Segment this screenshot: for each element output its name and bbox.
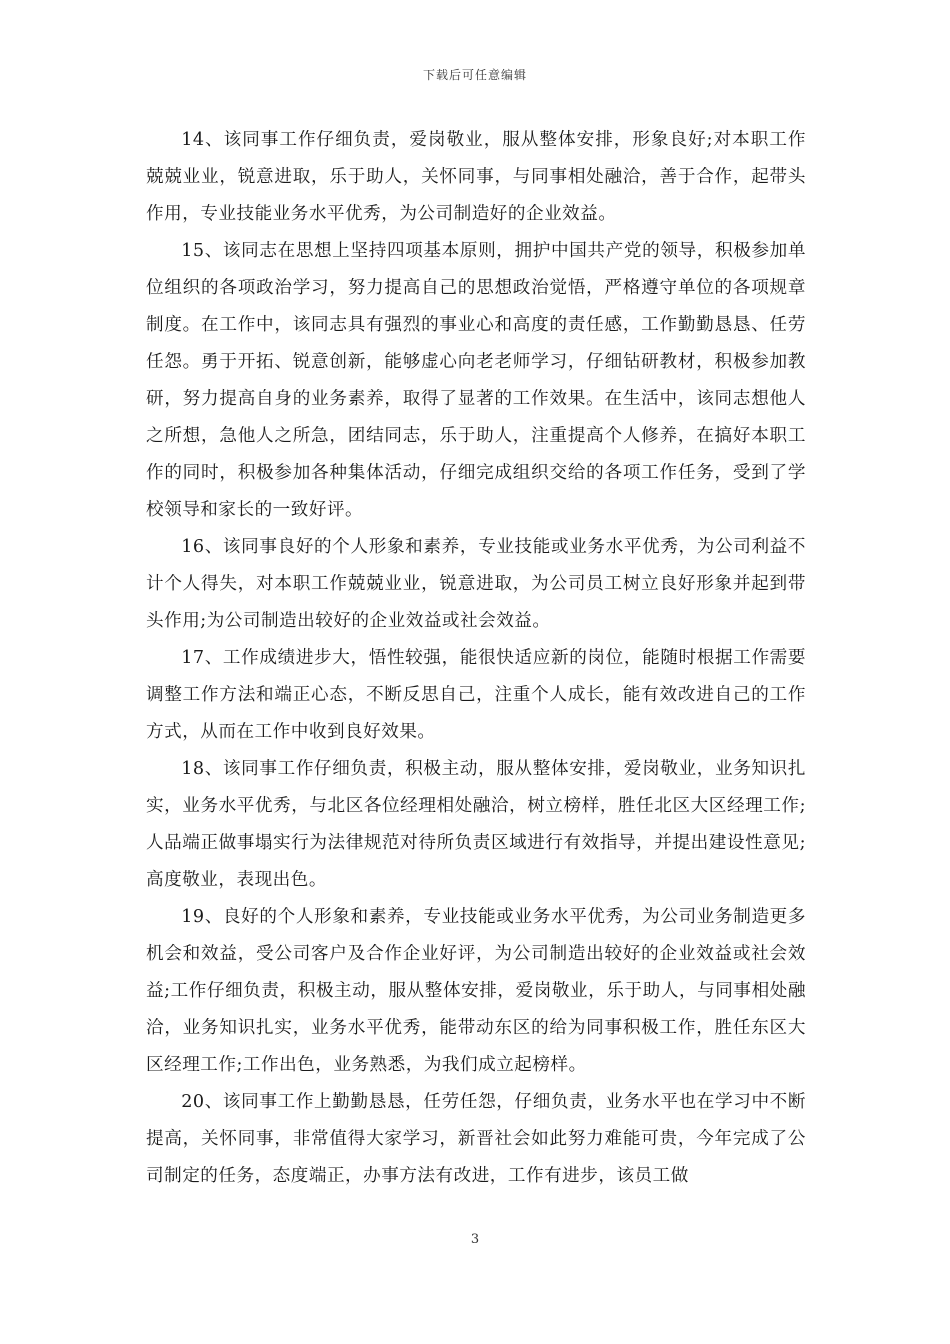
paragraph-19: 19、良好的个人形象和素养，专业技能或业务水平优秀，为公司业务制造更多机会和效益，受公司客户及合作企业好评，为公司制造出较好的企业效益或社会效益;工作仔细负责，积极主动，服从整体安排，爱岗敬业，乐于助人，与同事相处融洽，业务知识扎实，业务水平优秀，能带动东区的给为同事积极工作，胜任东区大区经理工作;工作出色，业务熟悉，为我们成立起榜样。: [146, 907, 806, 1075]
paragraph-18: 18、该同事工作仔细负责，积极主动，服从整体安排，爱岗敬业，业务知识扎实，业务水平优秀，与北区各位经理相处融洽，树立榜样，胜任北区大区经理工作;人品端正做事塌实行为法律规范对待所负责区域进行有效指导，并提出建设性意见;高度敬业，表现出色。: [146, 759, 806, 890]
document-body: [146, 122, 806, 1195]
paragraph-14: 14、该同事工作仔细负责，爱岗敬业，服从整体安排，形象良好;对本职工作兢兢业业，锐意进取，乐于助人，关怀同事，与同事相处融洽，善于合作，起带头作用，专业技能业务水平优秀，为公司制造好的企业效益。: [146, 130, 806, 224]
paragraph-16: 16、该同事良好的个人形象和素养，专业技能或业务水平优秀，为公司利益不计个人得失，对本职工作兢兢业业，锐意进取，为公司员工树立良好形象并起到带头作用;为公司制造出较好的企业效益或社会效益。: [146, 537, 806, 631]
paragraph-20: 20、该同事工作上勤勤恳恳，任劳任怨，仔细负责，业务水平也在学习中不断提高，关怀同事，非常值得大家学习，新晋社会如此努力难能可贵，今年完成了公司制定的任务，态度端正，办事方法有改进，工作有进步，该员工做: [146, 1092, 806, 1186]
paragraph-15: 15、该同志在思想上坚持四项基本原则，拥护中国共产党的领导，积极参加单位组织的各项政治学习，努力提高自己的思想政治觉悟，严格遵守单位的各项规章制度。在工作中，该同志具有强烈的事业心和高度的责任感，工作勤勤恳恳、任劳任怨。勇于开拓、锐意创新，能够虚心向老老师学习，仔细钻研教材，积极参加教研，努力提高自身的业务素养，取得了显著的工作效果。在生活中，该同志想他人之所想，急他人之所急，团结同志，乐于助人，注重提高个人修养，在搞好本职工作的同时，积极参加各种集体活动，仔细完成组织交给的各项工作任务，受到了学校领导和家长的一致好评。: [146, 241, 806, 520]
page-header: 下载后可任意编辑: [422, 68, 527, 82]
page-number: 3: [470, 1232, 480, 1247]
paragraph-17: 17、工作成绩进步大，悟性较强，能很快适应新的岗位，能随时根据工作需要调整工作方法和端正心态，不断反思自己，注重个人成长，能有效改进自己的工作方式，从而在工作中收到良好效果。: [146, 648, 806, 742]
